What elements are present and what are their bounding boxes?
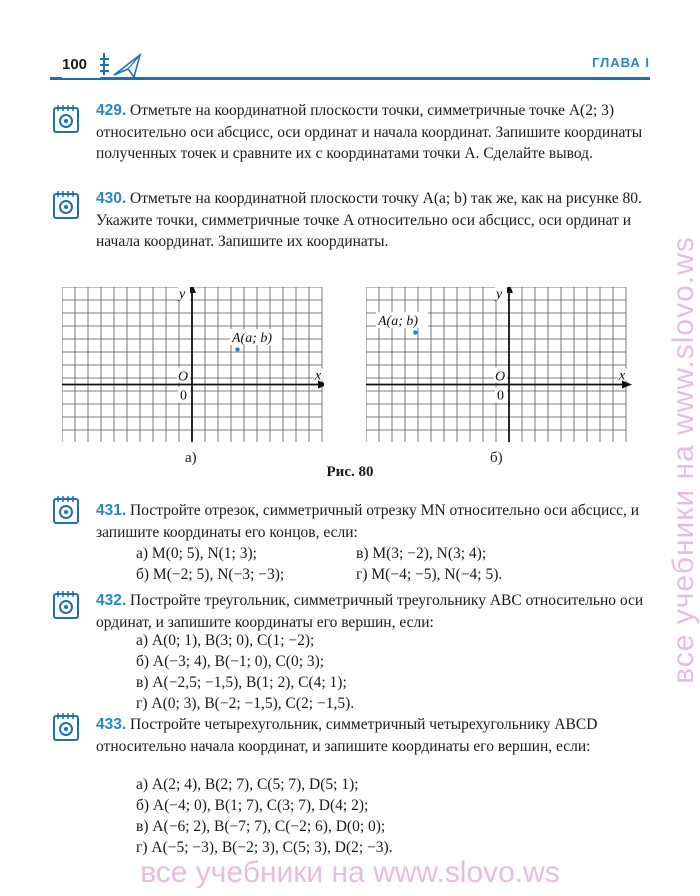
task-text: Постройте четырехугольник, симметричный четырехугольнику ABCD относительно начала координат, и запишите координаты его вершин, если:: [96, 716, 598, 755]
list-item: а) A(0; 1), B(3; 0), C(1; −2);: [136, 632, 315, 649]
page-header: [50, 47, 650, 83]
list-item: б) M(−2; 5), N(−3; −3);: [136, 566, 285, 583]
task-number: 429.: [96, 102, 127, 119]
task-text: Постройте треугольник, симметричный треугольнику ABC относительно оси ординат, и запишите координаты его вершин, если:: [96, 592, 644, 631]
task-430: [96, 188, 644, 253]
list-item: б) A(−3; 4), B(−1; 0), C(0; 3);: [136, 653, 325, 670]
origin-label: O: [495, 369, 506, 385]
origin-label: O: [178, 369, 189, 385]
graph-a-label: а): [185, 450, 197, 466]
bottom-watermark: все учебники на www.slovo.ws: [140, 856, 560, 889]
task-text: Постройте отрезок, симметричный отрезку MN относительно оси абсцисс, и запишите координаты его концов, если:: [96, 502, 640, 541]
y-axis-label: y: [496, 287, 503, 302]
task-431: [96, 500, 644, 543]
side-watermark: все учебники на www.slovo.ws: [667, 236, 700, 684]
notebook-icon: [52, 712, 82, 742]
task-number: 430.: [96, 190, 127, 207]
figure-caption: Рис. 80: [326, 464, 374, 480]
list-item: а) M(0; 5), N(1; 3);: [136, 545, 257, 562]
x-axis-label: x: [315, 368, 322, 384]
list-item: а) A(2; 4), B(2; 7), C(5; 7), D(5; 1);: [136, 776, 359, 793]
task-number: 431.: [96, 502, 127, 519]
notebook-icon: [52, 190, 82, 220]
x-axis-label: x: [619, 368, 626, 384]
list-item: в) A(−2,5; −1,5), B(1; 2), C(4; 1);: [136, 674, 347, 691]
list-item: в) M(3; −2), N(3; 4);: [356, 545, 487, 562]
task-text: Отметьте на координатной плоскости точку A(a; b) так же, как на рисунке 80. Укажите точки, симметричные точке A относительно оси абсцисс, оси ординат и начала координат. Запишите их координаты.: [96, 190, 642, 250]
graph-a: [62, 287, 324, 442]
task-433: [96, 714, 644, 757]
task-text: Отметьте на координатной плоскости точки, симметричные точке A(2; 3) относительно оси абсцисс, оси ординат и начала координат. Запишите координаты полученных точек и сравните их с координатами точки A. Сделайте вывод.: [96, 102, 643, 162]
point-a: [235, 347, 239, 351]
point-a: [413, 330, 417, 334]
pencil-plane-icon: [100, 49, 190, 79]
list-item: б) A(−4; 0), B(1; 7), C(3; 7), D(4; 2);: [136, 797, 369, 814]
list-item: г) A(−5; −3), B(−2; 3), C(5; 3), D(2; −3).: [136, 839, 393, 856]
task-432: [96, 590, 644, 633]
graph-b: [366, 287, 636, 442]
list-item: в) A(−6; 2), B(−7; 7), C(−2; 6), D(0; 0);: [136, 818, 386, 835]
task-number: 432.: [96, 592, 127, 609]
notebook-icon: [52, 590, 82, 620]
page-number: 100: [62, 52, 100, 78]
task-429: [96, 100, 644, 165]
zero-label: 0: [497, 388, 504, 404]
chapter-title: ГЛАВА I: [592, 55, 650, 70]
zero-label: 0: [180, 388, 187, 404]
graph-b-label: б): [490, 450, 503, 466]
notebook-icon: [52, 495, 82, 525]
notebook-icon: [52, 104, 82, 134]
list-item: г) M(−4; −5), N(−4; 5).: [356, 566, 503, 583]
list-item: г) A(0; 3), B(−2; −1,5), C(2; −1,5).: [136, 695, 355, 712]
point-label: A(a; b): [232, 331, 273, 346]
task-number: 433.: [96, 716, 127, 733]
y-axis-label: y: [179, 287, 186, 302]
point-label: A(a; b): [378, 314, 419, 329]
